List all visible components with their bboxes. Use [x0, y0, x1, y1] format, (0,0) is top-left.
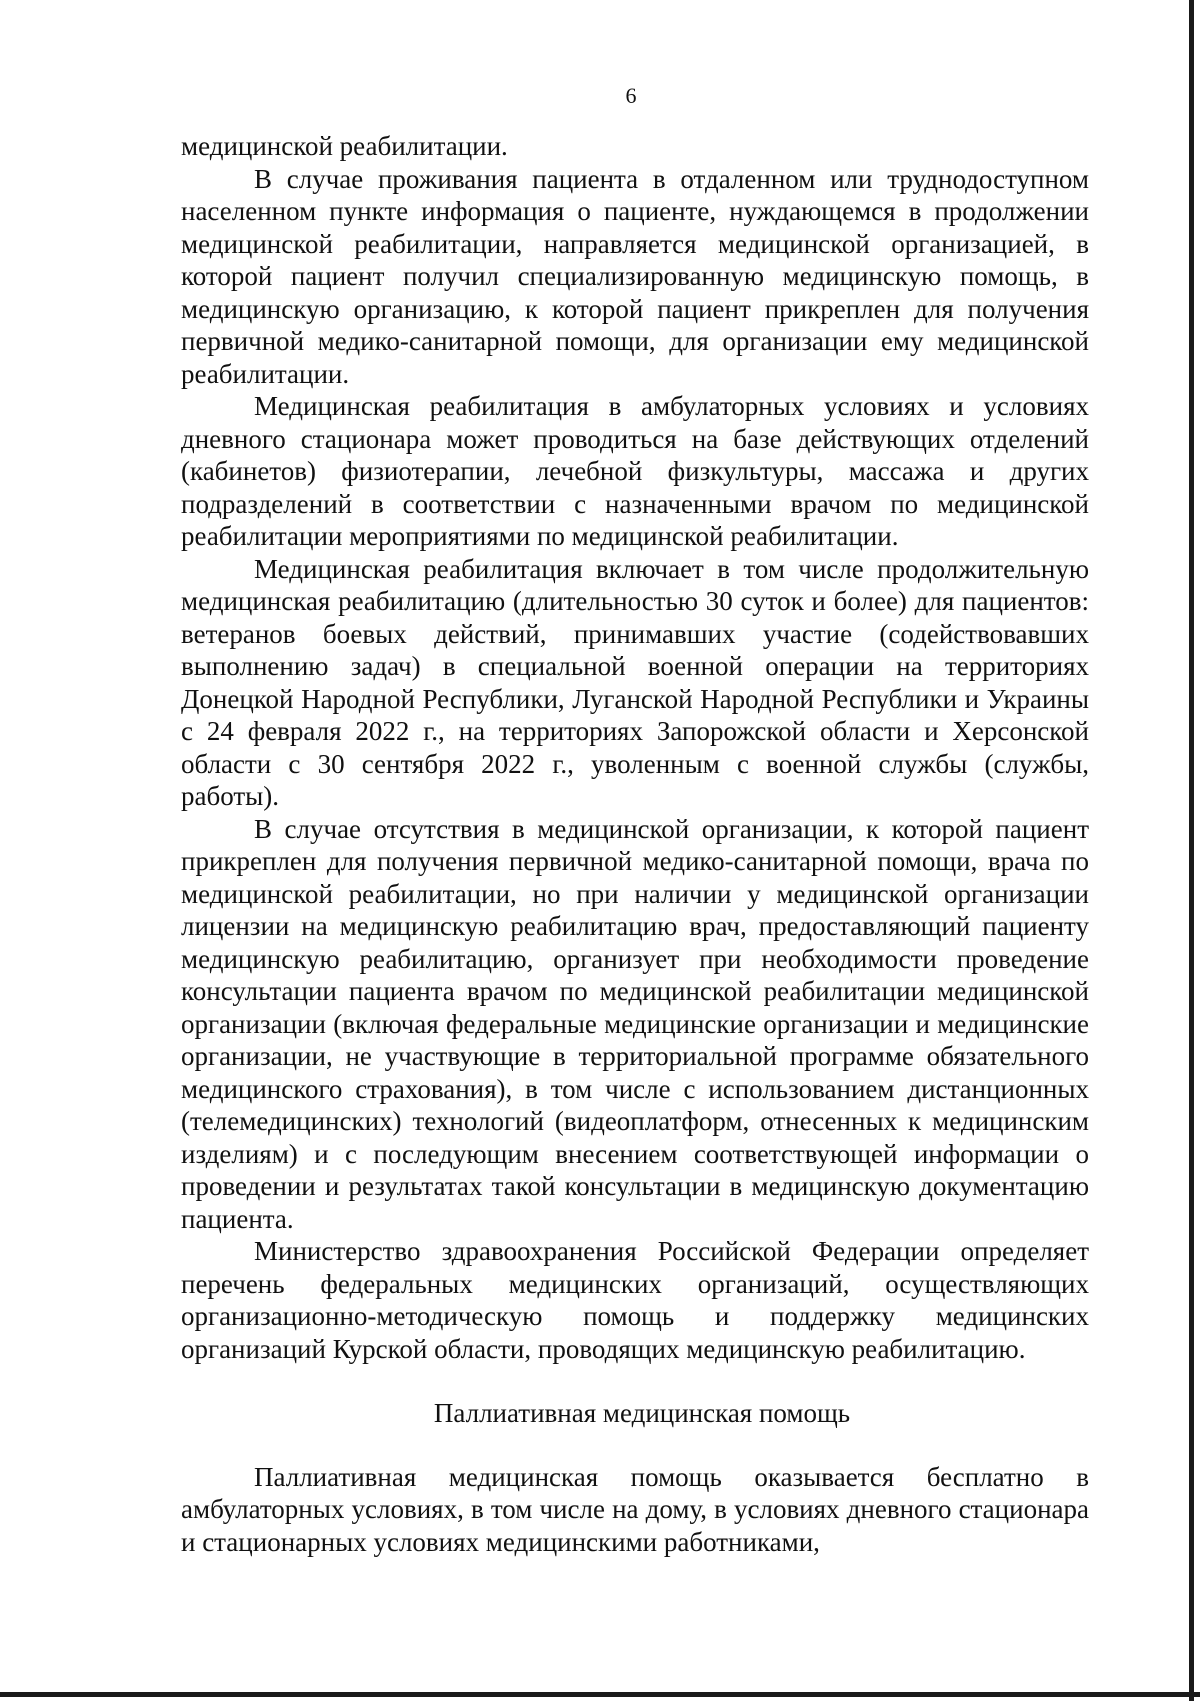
- paragraph-remote-patient: В случае проживания пациента в отдаленном или труднодоступном населенном пункте информация о пациенте, нуждающемся в продолжении медицинской реабилитации, направляется медицинской организацией, в которой пациент получил специализированную медицинскую помощь, в медицинскую организацию, к которой пациент прикреплен для получения первичной медико-санитарной помощи, для организации ему медицинской реабилитации.: [181, 163, 1089, 389]
- scan-edge-right: [1189, 0, 1194, 1701]
- paragraph-absence-of-doctor: В случае отсутствия в медицинской организации, к которой пациент прикреплен для получения первичной медико-санитарной помощи, врача по медицинской реабилитации, но при наличии у медицинской организации лицензии на медицинскую реабилитацию врач, предоставляющий пациенту медицинскую реабилитацию, организует при необходимости проведение консультации пациента врачом по медицинской реабилитации медицинской организации (включая федеральные медицинские организации и медицинские организации, не участвующие в территориальной программе обязательного медицинского страхования), в том числе с использованием дистанционных (телемедицинских) технологий (видеоплатформ, отнесенных к медицинским изделиям) и с последующим внесением соответствующей информации о проведении и результатах такой консультации в медицинскую документацию пациента.: [181, 813, 1089, 1234]
- paragraph-ministry: Министерство здравоохранения Российской Федерации определяет перечень федеральных медицинских организаций, осуществляющих организационно-методическую помощь и поддержку медицинских организаций Курской области, проводящих медицинскую реабилитацию.: [181, 1236, 1089, 1364]
- section-heading: Паллиативная медицинская помощь: [433, 1398, 851, 1428]
- paragraph-outpatient-rehab: Медицинская реабилитация в амбулаторных условиях и условиях дневного стационара может проводиться на базе действующих отделений (кабинетов) физиотерапии, лечебной физкультуры, массажа и других подразделений в соответствии с назначенными врачом по медицинской реабилитации мероприятиями по медицинской реабилитации.: [181, 391, 1089, 551]
- scan-edge-bottom: [0, 1692, 1200, 1697]
- paragraph-palliative-care: Паллиативная медицинская помощь оказывается бесплатно в амбулаторных условиях, в том числе на дому, в условиях дневного стационара и стационарных условиях медицинскими работниками,: [181, 1461, 1089, 1557]
- paragraph-continuation: медицинской реабилитации.: [181, 131, 508, 161]
- page-number: 6: [625, 83, 637, 108]
- document-body: [181, 130, 1089, 1558]
- paragraph-long-term-rehab: Медицинская реабилитация включает в том числе продолжительную медицинская реабилитацию (длительностью 30 суток и более) для пациентов: ветеранов боевых действий, принимавших участие (содействовавших выполнению задач) в специальной военной операции на территориях Донецкой Народной Республики, Луганской Народной Республики и Украины с 24 февраля 2022 г., на территориях Запорожской области и Херсонской области с 30 сентября 2022 г., уволенным с военной службы (службы, работы).: [181, 553, 1089, 811]
